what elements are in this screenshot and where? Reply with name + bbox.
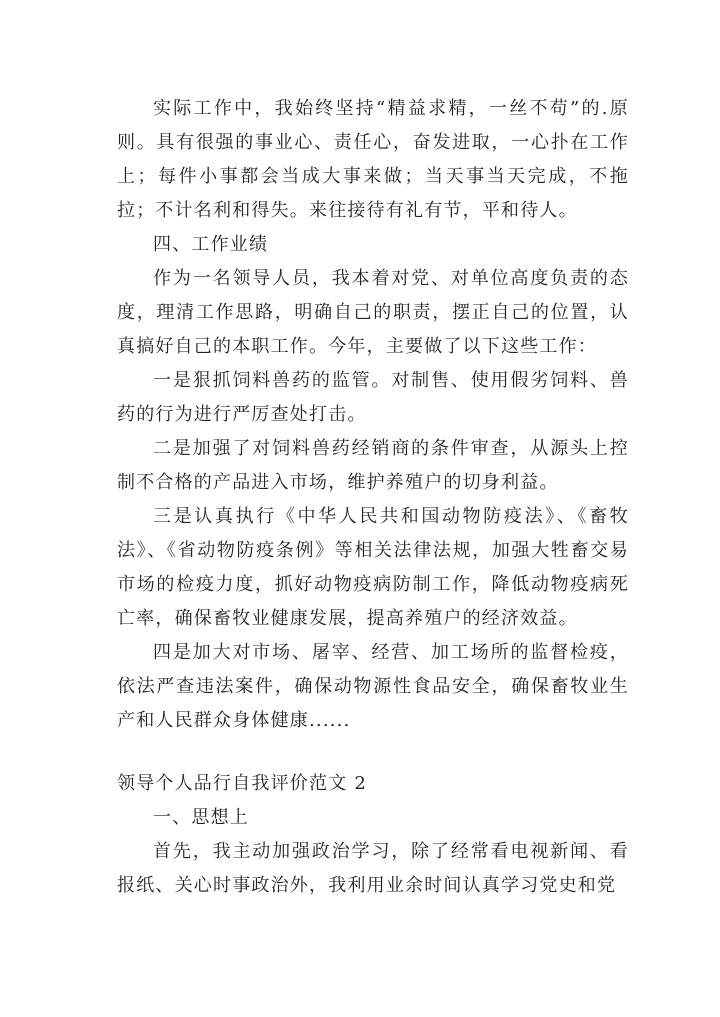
section-title: 领导个人品行自我评价范文 2 — [117, 773, 367, 794]
paragraph-item-2: 二是加强了对饲料兽药经销商的条件审查，从源头上控制不合格的产品进入市场，维护养殖户的切身利益。 — [117, 438, 629, 493]
paragraph-political-study: 首先，我主动加强政治学习，除了经常看电视新闻、看报纸、关心时事政治外，我利用业余时间认真学习党史和党 — [117, 841, 629, 896]
paragraph-item-1: 一是狠抓饲料兽药的监管。对制售、使用假劣饲料、兽药的行为进行严厉查处打击。 — [117, 370, 629, 425]
heading-work-achievements: 四、工作业绩 — [153, 234, 269, 255]
heading-ideology: 一、思想上 — [153, 807, 249, 828]
section-2 — [117, 767, 629, 903]
paragraph-work-principle: 实际工作中，我始终坚持“精益求精，一丝不苟”的.原则。具有很强的事业心、责任心，奋发进取，一心扑在工作上；每件小事都会当成大事来做；当天事当天完成，不拖拉；不计名利和得失。来往接待有礼有节，平和待人。 — [117, 98, 629, 221]
section-1-body — [117, 92, 629, 738]
paragraph-leader-duty: 作为一名领导人员，我本着对党、对单位高度负责的态度，理清工作思路，明确自己的职责，摆正自己的位置，认真搞好自己的本职工作。今年，主要做了以下这些工作： — [117, 268, 629, 357]
paragraph-item-3: 三是认真执行《中华人民共和国动物防疫法》、《畜牧法》、《省动物防疫条例》等相关法律法规，加强大牲畜交易市场的检疫力度，抓好动物疫病防制工作，降低动物疫病死亡率，确保畜牧业健康发展，提高养殖户的经济效益。 — [117, 506, 629, 629]
paragraph-item-4: 四是加大对市场、屠宰、经营、加工场所的监督检疫，依法严查违法案件，确保动物源性食品安全，确保畜牧业生产和人民群众身体健康...... — [117, 642, 629, 731]
